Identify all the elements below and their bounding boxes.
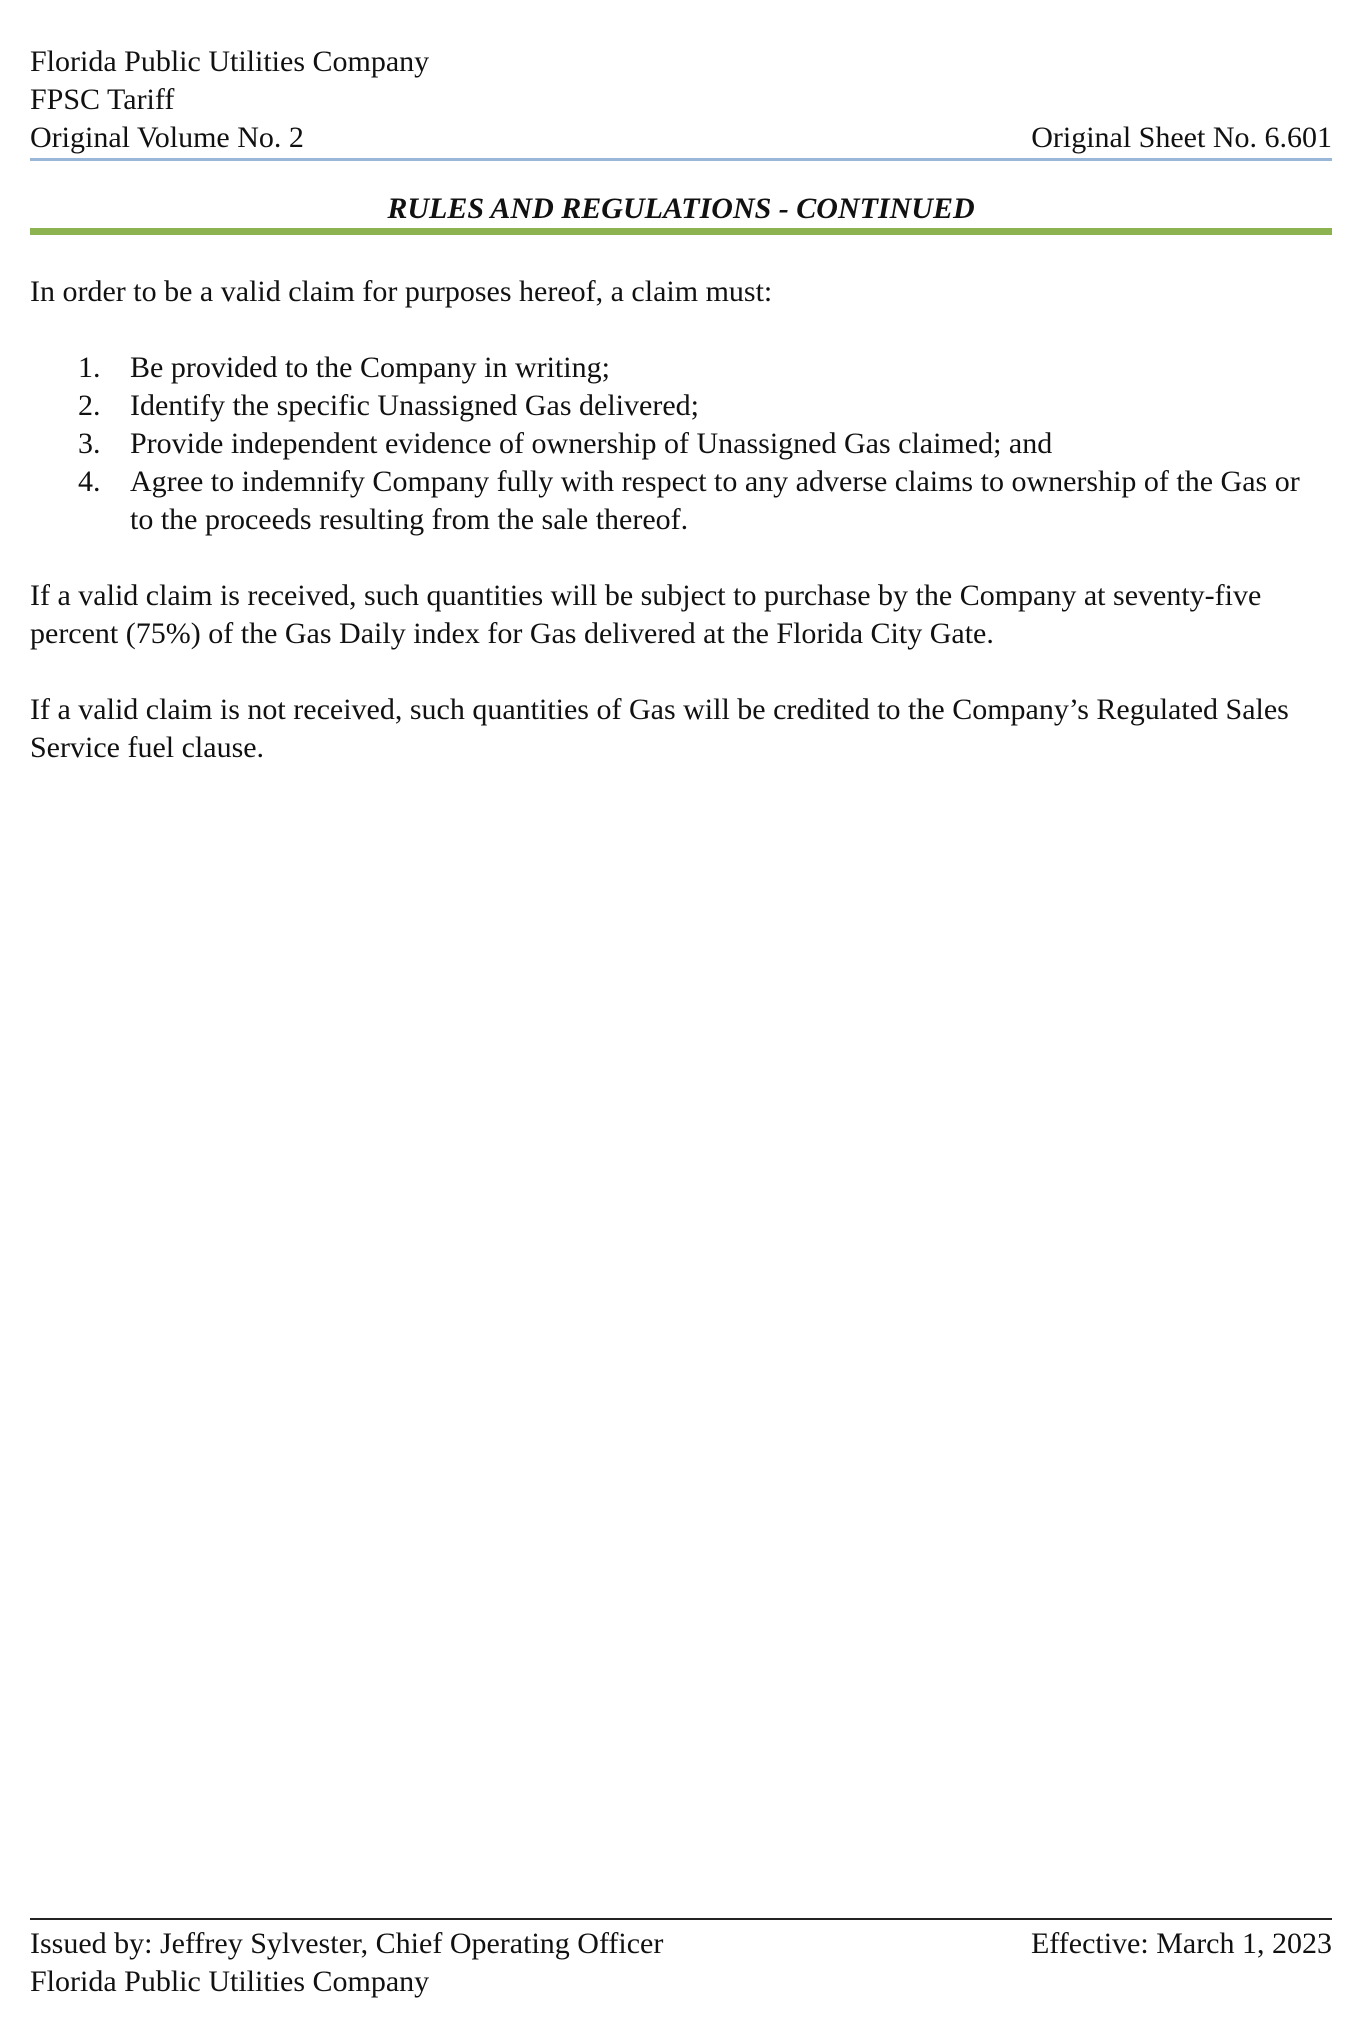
list-item-text: Be provided to the Company in writing;	[130, 351, 610, 384]
footer-company: Florida Public Utilities Company	[30, 1965, 430, 1998]
intro-paragraph: In order to be a valid claim for purposes hereof, a claim must:	[30, 275, 773, 308]
footer-divider	[30, 1918, 1332, 1920]
list-item-number: 1.	[78, 351, 101, 384]
list-item-number: 2.	[78, 389, 101, 422]
tariff-sheet	[30, 0, 1332, 2026]
list-item-number: 3.	[78, 427, 101, 460]
list-item-text: Provide independent evidence of ownership of Unassigned Gas claimed; and	[130, 427, 1053, 460]
title-divider	[30, 228, 1332, 235]
list-item-number: 4.	[78, 465, 101, 498]
list-item	[30, 463, 1320, 539]
header-tariff: FPSC Tariff	[30, 83, 175, 116]
sheet-header	[30, 43, 1332, 157]
list-item-text: Agree to indemnify Company fully with respect to any adverse claims to ownership of the Gas or to the proceeds resulting from the sale thereof.	[130, 465, 1300, 536]
footer-issued-row	[30, 1925, 1332, 1963]
list-item	[30, 349, 1320, 387]
header-volume: Original Volume No. 2	[30, 121, 304, 154]
valid-claim-paragraph: If a valid claim is received, such quantities will be subject to purchase by the Company at seventy-five percent (75%) of the Gas Daily index for Gas delivered at the Florida City Gate.	[30, 579, 1262, 650]
sheet-footer	[30, 1925, 1332, 2001]
header-sheet-number: Original Sheet No. 6.601	[1031, 121, 1332, 154]
header-company: Florida Public Utilities Company	[30, 45, 430, 78]
header-volume-row	[30, 119, 1332, 157]
list-item-text: Identify the specific Unassigned Gas delivered;	[130, 389, 699, 422]
claim-requirements-list	[30, 349, 1332, 539]
footer-effective-date: Effective: March 1, 2023	[1030, 1927, 1332, 1960]
list-item	[30, 387, 1320, 425]
list-item	[30, 425, 1320, 463]
footer-issued-by: Issued by: Jeffrey Sylvester, Chief Operating Officer	[30, 1927, 664, 1960]
sheet-body	[30, 273, 1332, 767]
no-claim-paragraph: If a valid claim is not received, such quantities of Gas will be credited to the Company’s Regulated Sales Service fuel clause.	[30, 693, 1289, 764]
section-title: RULES AND REGULATIONS - CONTINUED	[387, 192, 975, 225]
header-divider	[30, 158, 1332, 161]
